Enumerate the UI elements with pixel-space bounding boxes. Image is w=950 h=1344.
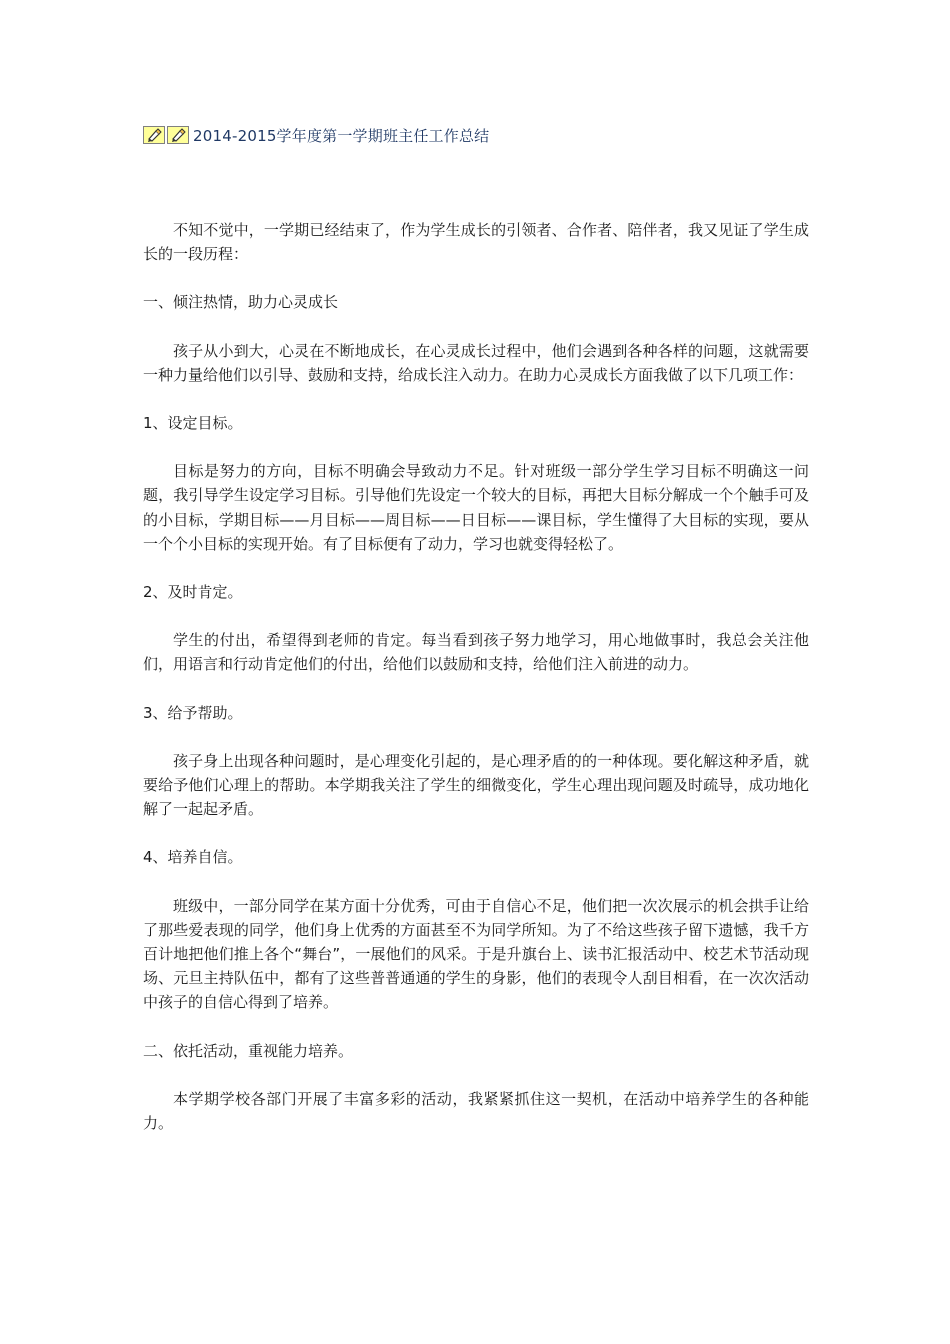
paragraph: 班级中，一部分同学在某方面十分优秀，可由于自信心不足，他们把一次次展示的机会拱手让给了那些爱表现的同学，他们身上优秀的方面甚至不为同学所知。为了不给这些孩子留下遗憾，我千方百计地把他们推上各个“舞台”，一展他们的风采。于是升旗台上、读书汇报活动中、校艺术节活动现场、元旦主持队伍中，都有了这些普普通通的学生的身影，他们的表现令人刮目相看，在一次次活动中孩子的自信心得到了培养。: [143, 896, 809, 1012]
paragraph: 孩子从小到大，心灵在不断地成长，在心灵成长过程中，他们会遇到各种各样的问题，这就需要一种力量给他们以引导、鼓励和支持，给成长注入动力。在助力心灵成长方面我做了以下几项工作：: [143, 341, 809, 384]
paragraph: 目标是努力的方向，目标不明确会导致动力不足。针对班级一部分学生学习目标不明确这一问题，我引导学生设定学习目标。引导他们先设定一个较大的目标，再把大目标分解成一个个触手可及的小目标，学期目标——月目标——周目标——日目标——课目标，学生懂得了大目标的实现，要从一个个小目标的实现开始。有了目标便有了动力，学习也就变得轻松了。: [143, 462, 809, 553]
paragraph: 学生的付出，希望得到老师的肯定。每当看到孩子努力地学习，用心地做事时，我总会关注他们，用语言和行动肯定他们的付出，给他们以鼓励和支持，给他们注入前进的动力。: [143, 631, 809, 674]
section-heading: 二、依托活动，重视能力培养。: [143, 1041, 354, 1060]
title-row: [143, 124, 489, 146]
paragraph: 孩子身上出现各种问题时，是心理变化引起的，是心理矛盾的的一种体现。要化解这种矛盾，就要给予他们心理上的帮助。本学期我关注了学生的细微变化，学生心理出现问题及时疏导，成功地化解了一起起矛盾。: [143, 751, 809, 819]
subsection-heading: 1、设定目标。: [143, 414, 243, 433]
subsection-heading: 3、给予帮助。: [143, 703, 243, 722]
paragraph: 不知不觉中，一学期已经结束了，作为学生成长的引领者、合作者、陪伴者，我又见证了学生成长的一段历程：: [143, 221, 809, 264]
pencil-icon: [143, 126, 165, 144]
section-heading: 一、倾注热情，助力心灵成长: [143, 293, 339, 312]
pencil-icon: [167, 126, 189, 144]
document-body: [143, 218, 809, 1159]
subsection-heading: 4、培养自信。: [143, 848, 243, 867]
subsection-heading: 2、及时肯定。: [143, 583, 243, 602]
document-title: 2014-2015学年度第一学期班主任工作总结: [193, 126, 490, 145]
paragraph: 本学期学校各部门开展了丰富多彩的活动，我紧紧抓住这一契机，在活动中培养学生的各种能力。: [143, 1089, 809, 1133]
